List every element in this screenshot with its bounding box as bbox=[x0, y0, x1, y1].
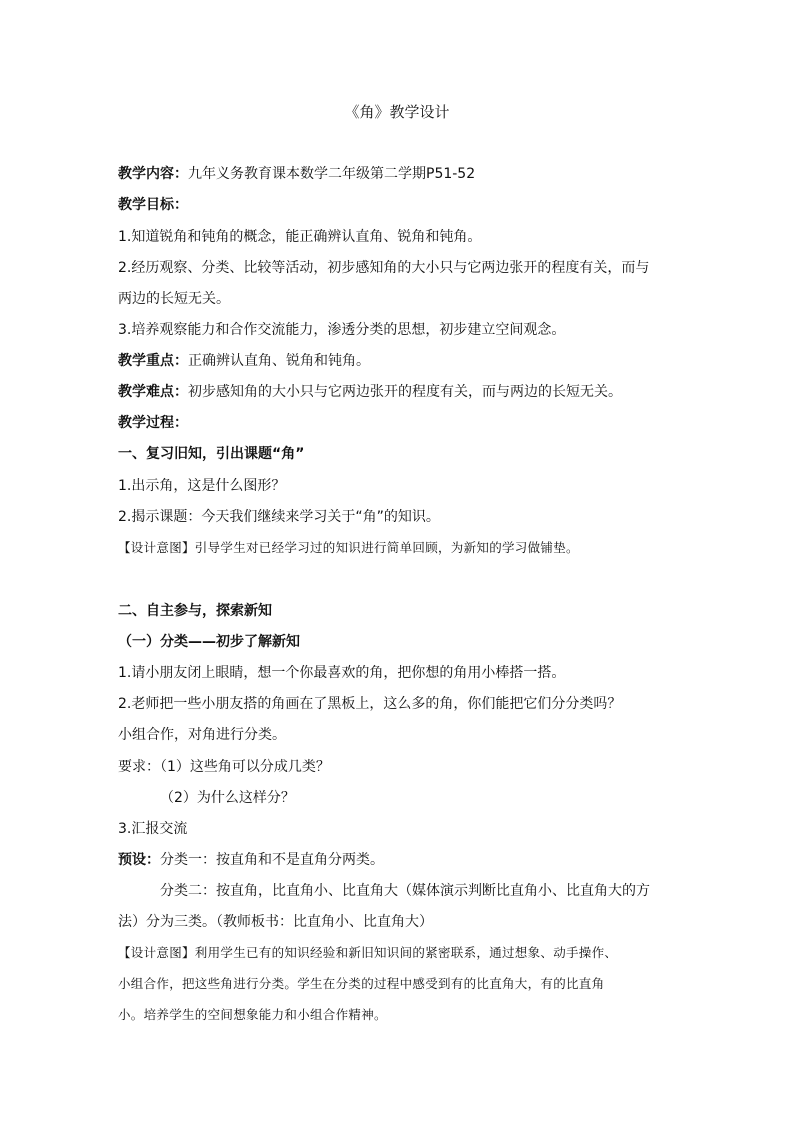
preset-line-2a: 分类二：按直角，比直角小、比直角大（媒体演示判断比直角小、比直角大的方 bbox=[160, 883, 650, 899]
section2-item: 1.请小朋友闭上眼睛，想一个你最喜欢的角，把你想的角用小棒搭一搭。 bbox=[118, 665, 566, 681]
content-line bbox=[118, 163, 678, 185]
section1-item: 2.揭示课题：今天我们继续来学习关于“角”的知识。 bbox=[118, 509, 440, 525]
goal-item: 3.培养观察能力和合作交流能力，渗透分类的思想，初步建立空间观念。 bbox=[118, 322, 566, 338]
key-point-label: 教学重点： bbox=[118, 353, 188, 369]
goals-label: 教学目标： bbox=[118, 197, 188, 213]
section2-item: 3.汇报交流 bbox=[118, 821, 188, 837]
section1-heading: 一、复习旧知，引出课题“角” bbox=[118, 446, 305, 462]
content-text: 九年义务教育课本数学二年级第二学期P51-52 bbox=[188, 166, 476, 182]
key-point-line bbox=[118, 350, 678, 372]
preset-text: 分类一：按直角和不是直角分两类。 bbox=[160, 852, 384, 868]
difficulty-text: 初步感知角的大小只与它两边张开的程度有关，而与两边的长短无关。 bbox=[188, 384, 622, 400]
goal-item: 2.经历观察、分类、比较等活动，初步感知角的大小只与它两边张开的程度有关，而与 bbox=[118, 260, 650, 276]
process-label: 教学过程： bbox=[118, 415, 188, 431]
section2-item: 2.老师把一些小朋友搭的角画在了黑板上，这么多的角，你们能把它们分分类吗？ bbox=[118, 696, 622, 712]
preset-line bbox=[118, 849, 678, 871]
difficulty-line bbox=[118, 381, 678, 403]
section2-design-note: 小。培养学生的空间想象能力和小组合作精神。 bbox=[118, 1007, 387, 1022]
difficulty-label: 教学难点： bbox=[118, 384, 188, 400]
section1-design-note: 【设计意图】引导学生对已经学习过的知识进行简单回顾，为新知的学习做铺垫。 bbox=[118, 540, 579, 555]
section2-sub-heading: （一）分类——初步了解新知 bbox=[118, 634, 300, 650]
content-label: 教学内容： bbox=[118, 166, 188, 182]
section2-design-note: 小组合作，把这些角进行分类。学生在分类的过程中感受到有的比直角大，有的比直角 bbox=[118, 976, 605, 991]
page-title: 《角》教学设计 bbox=[344, 103, 450, 121]
section2-item: 要求：（1）这些角可以分成几类？ bbox=[118, 759, 330, 775]
section1-item: 1.出示角，这是什么图形？ bbox=[118, 478, 286, 494]
section2-heading: 二、自主参与，探索新知 bbox=[118, 603, 272, 619]
section2-item: （2）为什么这样分？ bbox=[160, 790, 295, 806]
key-point-text: 正确辨认直角、锐角和钝角。 bbox=[188, 353, 370, 369]
section2-item: 小组合作，对角进行分类。 bbox=[118, 727, 286, 743]
preset-line-2b: 法）分为三类。（教师板书：比直角小、比直角大） bbox=[118, 914, 433, 930]
section2-design-note: 【设计意图】利用学生已有的知识经验和新旧知识间的紧密联系，通过想象、动手操作、 bbox=[118, 945, 618, 960]
goal-item: 1.知道锐角和钝角的概念，能正确辨认直角、锐角和钝角。 bbox=[118, 229, 482, 245]
goal-item: 两边的长短无关。 bbox=[118, 291, 230, 307]
preset-label: 预设： bbox=[118, 852, 160, 868]
